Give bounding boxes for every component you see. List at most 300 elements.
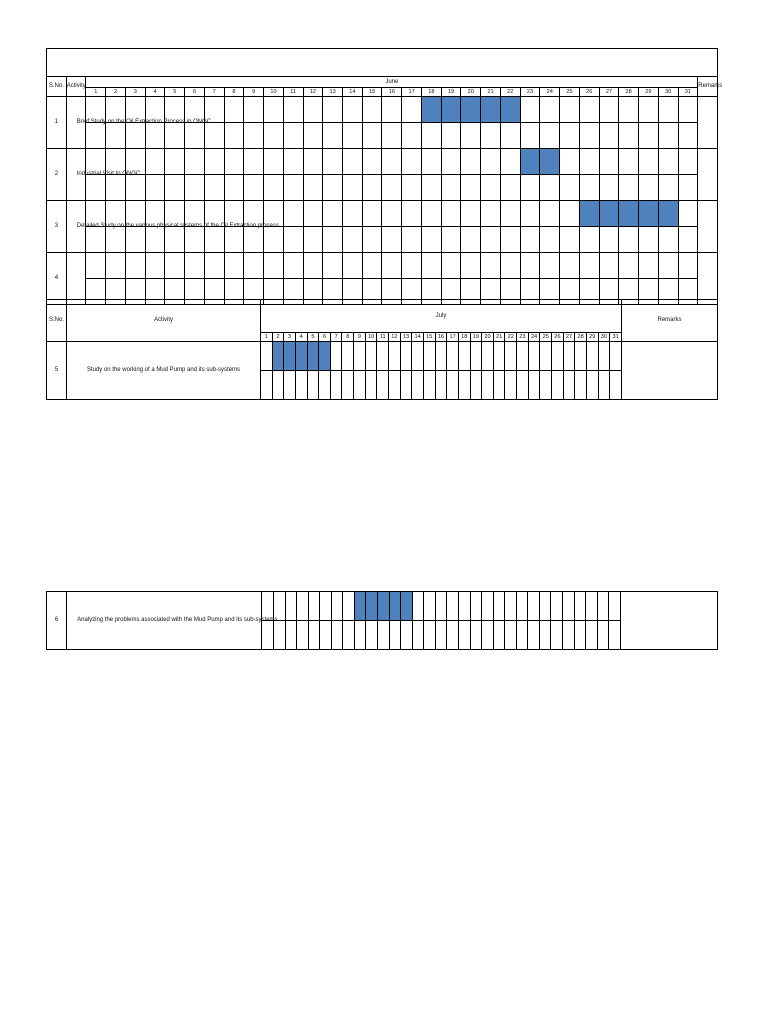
day-number: 12	[389, 333, 401, 342]
gantt-cell	[382, 149, 402, 175]
day-number: 4	[295, 333, 307, 342]
day-number: 6	[185, 88, 205, 97]
gantt-cell	[273, 621, 285, 650]
gantt-bar-cell	[619, 201, 639, 227]
gantt-cell	[264, 97, 284, 123]
gantt-cell	[400, 342, 412, 371]
gantt-cell	[204, 175, 224, 201]
gantt-cell	[574, 621, 586, 650]
gantt-cell	[423, 342, 435, 371]
gantt-cell	[285, 592, 297, 621]
gantt-cell	[224, 123, 244, 149]
july-schedule-table	[46, 299, 718, 400]
gantt-cell	[382, 227, 402, 253]
row-activity	[67, 342, 261, 400]
gantt-cell	[264, 253, 284, 279]
gantt-cell	[458, 342, 470, 371]
gantt-cell	[575, 371, 587, 400]
gantt-cell	[402, 227, 422, 253]
gantt-cell	[579, 97, 599, 123]
gantt-cell	[516, 621, 528, 650]
gantt-bar-cell	[500, 97, 520, 123]
gantt-cell	[540, 97, 560, 123]
day-number: 26	[579, 88, 599, 97]
gantt-cell	[493, 592, 505, 621]
gantt-cell	[261, 342, 273, 371]
row-sno: 5	[47, 342, 67, 400]
gantt-cell	[421, 201, 441, 227]
gantt-cell	[244, 123, 264, 149]
header-month: June	[86, 77, 698, 88]
gantt-cell	[421, 227, 441, 253]
gantt-cell	[165, 123, 185, 149]
gantt-cell	[185, 227, 205, 253]
gantt-cell	[639, 175, 659, 201]
gantt-cell	[402, 253, 422, 279]
gantt-cell	[516, 592, 528, 621]
row-activity	[66, 253, 86, 305]
gantt-cell	[412, 371, 424, 400]
gantt-cell	[619, 123, 639, 149]
gantt-cell	[441, 175, 461, 201]
gantt-cell	[283, 97, 303, 123]
june-schedule-block	[46, 48, 723, 305]
gantt-cell	[319, 371, 331, 400]
gantt-cell	[323, 123, 343, 149]
gantt-cell	[264, 175, 284, 201]
gantt-bar-cell	[481, 97, 501, 123]
gantt-cell	[586, 592, 598, 621]
gantt-cell	[331, 621, 343, 650]
day-number: 21	[481, 88, 501, 97]
gantt-cell	[481, 149, 501, 175]
gantt-cell	[481, 123, 501, 149]
gantt-cell	[435, 621, 447, 650]
gantt-cell	[461, 227, 481, 253]
gantt-cell	[441, 123, 461, 149]
day-number: 24	[528, 333, 540, 342]
gantt-cell	[342, 342, 354, 371]
gantt-cell	[402, 201, 422, 227]
gantt-cell	[579, 123, 599, 149]
gantt-cell	[639, 227, 659, 253]
gantt-cell	[343, 227, 363, 253]
gantt-bar-cell	[639, 201, 659, 227]
gantt-cell	[563, 592, 575, 621]
gantt-cell	[400, 371, 412, 400]
gantt-cell	[362, 175, 382, 201]
gantt-cell	[261, 371, 273, 400]
day-number: 16	[382, 88, 402, 97]
day-number: 10	[365, 333, 377, 342]
day-number: 21	[493, 333, 505, 342]
gantt-cell	[145, 123, 165, 149]
gantt-cell	[362, 201, 382, 227]
gantt-cell	[320, 592, 332, 621]
gantt-cell	[461, 123, 481, 149]
gantt-cell	[552, 342, 564, 371]
gantt-cell	[283, 149, 303, 175]
gantt-bar-cell	[366, 592, 378, 621]
gantt-cell	[517, 342, 529, 371]
gantt-cell	[244, 227, 264, 253]
day-number: 18	[421, 88, 441, 97]
gantt-cell	[382, 123, 402, 149]
gantt-bar-cell	[354, 592, 366, 621]
day-number: 17	[402, 88, 422, 97]
gantt-cell	[517, 371, 529, 400]
gantt-bar-cell	[599, 201, 619, 227]
gantt-cell	[145, 227, 165, 253]
gantt-cell	[540, 227, 560, 253]
gantt-cell	[540, 253, 560, 279]
gantt-cell	[303, 253, 323, 279]
gantt-cell	[204, 253, 224, 279]
header-sno: S.No.	[47, 77, 67, 97]
gantt-cell	[619, 253, 639, 279]
gantt-cell	[204, 123, 224, 149]
gantt-cell	[362, 97, 382, 123]
gantt-cell	[412, 621, 424, 650]
gantt-cell	[283, 253, 303, 279]
gantt-cell	[563, 621, 575, 650]
gantt-cell	[244, 175, 264, 201]
gantt-cell	[470, 371, 482, 400]
gantt-cell	[599, 97, 619, 123]
gantt-cell	[365, 342, 377, 371]
gantt-cell	[303, 97, 323, 123]
gantt-cell	[424, 621, 436, 650]
gantt-cell	[382, 175, 402, 201]
gantt-cell	[125, 123, 145, 149]
gantt-cell	[610, 371, 622, 400]
gantt-cell	[579, 149, 599, 175]
gantt-bar-cell	[284, 342, 296, 371]
gantt-bar-cell	[389, 592, 401, 621]
gantt-cell	[481, 175, 501, 201]
day-number: 22	[505, 333, 517, 342]
gantt-cell	[619, 227, 639, 253]
gantt-cell	[185, 175, 205, 201]
gantt-cell	[264, 123, 284, 149]
gantt-cell	[244, 253, 264, 279]
gantt-cell	[540, 342, 552, 371]
gantt-cell	[402, 97, 422, 123]
gantt-bar-cell	[540, 149, 560, 175]
gantt-cell	[528, 371, 540, 400]
gantt-cell	[323, 175, 343, 201]
gantt-cell	[520, 123, 540, 149]
gantt-cell	[482, 592, 494, 621]
gantt-cell	[402, 123, 422, 149]
row-remarks	[622, 342, 718, 400]
gantt-cell	[165, 253, 185, 279]
gantt-cell	[323, 227, 343, 253]
day-number: 9	[354, 333, 366, 342]
gantt-cell	[563, 371, 575, 400]
day-number: 8	[224, 88, 244, 97]
gantt-cell	[482, 342, 494, 371]
gantt-cell	[551, 621, 563, 650]
row-activity-text: Analyzing the problems associated with the Mud Pump and its sub-systems	[77, 617, 278, 623]
gantt-cell	[421, 253, 441, 279]
gantt-cell	[678, 253, 698, 279]
day-number: 28	[575, 333, 587, 342]
gantt-cell	[658, 253, 678, 279]
gantt-cell	[441, 227, 461, 253]
gantt-cell	[423, 371, 435, 400]
gantt-cell	[366, 621, 378, 650]
gantt-cell	[441, 201, 461, 227]
day-number: 6	[319, 333, 331, 342]
gantt-cell	[619, 175, 639, 201]
gantt-cell	[323, 201, 343, 227]
table-title-cell	[47, 49, 718, 77]
gantt-cell	[470, 621, 482, 650]
gantt-cell	[520, 97, 540, 123]
row-activity-text: Industrial Visit to ONGC	[76, 171, 141, 177]
gantt-cell	[185, 253, 205, 279]
day-number: 30	[658, 88, 678, 97]
gantt-cell	[224, 175, 244, 201]
gantt-cell	[283, 201, 303, 227]
gantt-cell	[560, 227, 580, 253]
day-number: 3	[125, 88, 145, 97]
gantt-cell	[539, 621, 551, 650]
gantt-cell	[560, 253, 580, 279]
gantt-cell	[307, 371, 319, 400]
gantt-cell	[586, 621, 598, 650]
gantt-cell	[165, 227, 185, 253]
day-number: 1	[86, 88, 106, 97]
gantt-cell	[285, 621, 297, 650]
header-activity: Activity	[67, 300, 261, 342]
gantt-cell	[639, 149, 659, 175]
gantt-bar-cell	[421, 97, 441, 123]
gantt-cell	[421, 175, 441, 201]
gantt-cell	[610, 342, 622, 371]
july-continuation-block	[46, 591, 718, 650]
gantt-cell	[482, 371, 494, 400]
day-number: 31	[678, 88, 698, 97]
gantt-cell	[586, 371, 598, 400]
gantt-cell	[458, 621, 470, 650]
gantt-cell	[354, 621, 366, 650]
gantt-cell	[599, 149, 619, 175]
gantt-cell	[470, 592, 482, 621]
gantt-cell	[343, 97, 363, 123]
gantt-cell	[297, 592, 309, 621]
gantt-cell	[678, 149, 698, 175]
gantt-cell	[658, 175, 678, 201]
row-remarks	[620, 592, 717, 650]
day-number: 29	[639, 88, 659, 97]
gantt-cell	[389, 371, 401, 400]
gantt-cell	[264, 227, 284, 253]
gantt-cell	[106, 123, 126, 149]
gantt-cell	[145, 253, 165, 279]
row-sno: 1	[47, 97, 67, 149]
header-sno: S.No.	[47, 300, 67, 342]
row-activity-text: Study on the working of a Mud Pump and its sub-systems	[86, 367, 241, 373]
gantt-cell	[658, 227, 678, 253]
gantt-cell	[272, 371, 284, 400]
gantt-cell	[331, 592, 343, 621]
gantt-cell	[500, 175, 520, 201]
gantt-cell	[303, 149, 323, 175]
gantt-cell	[389, 621, 401, 650]
gantt-cell	[560, 175, 580, 201]
gantt-cell	[552, 371, 564, 400]
gantt-cell	[540, 371, 552, 400]
gantt-cell	[481, 201, 501, 227]
gantt-bar-cell	[461, 97, 481, 123]
day-number: 27	[563, 333, 575, 342]
gantt-cell	[303, 123, 323, 149]
gantt-cell	[560, 123, 580, 149]
gantt-cell	[283, 175, 303, 201]
row-activity-text: Detailed Study on the various physical systems of the Oil Extraction process	[76, 223, 279, 229]
row-remarks	[698, 149, 718, 201]
day-number: 27	[599, 88, 619, 97]
gantt-cell	[598, 371, 610, 400]
table-row	[47, 342, 718, 371]
gantt-cell	[520, 253, 540, 279]
gantt-cell	[597, 592, 609, 621]
gantt-cell	[505, 371, 517, 400]
gantt-cell	[86, 175, 106, 201]
row-activity	[66, 149, 141, 201]
gantt-cell	[421, 123, 441, 149]
gantt-cell	[458, 592, 470, 621]
gantt-bar-cell	[520, 149, 540, 175]
gantt-bar-cell	[441, 97, 461, 123]
gantt-cell	[343, 253, 363, 279]
gantt-bar-cell	[579, 201, 599, 227]
day-number: 30	[598, 333, 610, 342]
gantt-cell	[283, 123, 303, 149]
gantt-cell	[343, 621, 355, 650]
gantt-bar-cell	[378, 592, 390, 621]
day-number: 24	[540, 88, 560, 97]
gantt-cell	[362, 123, 382, 149]
header-remarks: Remarks	[698, 77, 718, 97]
day-number: 12	[303, 88, 323, 97]
gantt-cell	[377, 342, 389, 371]
row-sno: 2	[47, 149, 67, 201]
gantt-cell	[224, 97, 244, 123]
day-number: 10	[264, 88, 284, 97]
gantt-cell	[224, 253, 244, 279]
gantt-cell	[678, 175, 698, 201]
gantt-cell	[412, 592, 424, 621]
gantt-cell	[106, 253, 126, 279]
gantt-bar-cell	[295, 342, 307, 371]
gantt-cell	[520, 227, 540, 253]
gantt-cell	[481, 253, 501, 279]
gantt-cell	[185, 149, 205, 175]
gantt-cell	[493, 621, 505, 650]
gantt-cell	[308, 621, 320, 650]
gantt-cell	[165, 175, 185, 201]
gantt-cell	[500, 253, 520, 279]
gantt-cell	[402, 175, 422, 201]
gantt-cell	[125, 227, 145, 253]
gantt-cell	[447, 371, 459, 400]
gantt-cell	[579, 175, 599, 201]
gantt-cell	[447, 342, 459, 371]
gantt-cell	[639, 123, 659, 149]
gantt-cell	[382, 201, 402, 227]
gantt-bar-cell	[307, 342, 319, 371]
gantt-cell	[597, 621, 609, 650]
row-activity-text: Brief Study on the Oil Extraction Process in ONGC	[76, 119, 212, 125]
gantt-cell	[658, 97, 678, 123]
gantt-cell	[500, 149, 520, 175]
gantt-cell	[354, 342, 366, 371]
gantt-cell	[500, 227, 520, 253]
gantt-cell	[598, 342, 610, 371]
gantt-cell	[493, 371, 505, 400]
gantt-cell	[540, 123, 560, 149]
gantt-cell	[579, 227, 599, 253]
gantt-bar-cell	[658, 201, 678, 227]
gantt-cell	[563, 342, 575, 371]
table-row	[47, 592, 718, 621]
gantt-cell	[421, 149, 441, 175]
day-number: 20	[482, 333, 494, 342]
gantt-cell	[435, 592, 447, 621]
day-number: 14	[412, 333, 424, 342]
day-number: 1	[261, 333, 273, 342]
day-number: 8	[342, 333, 354, 342]
gantt-cell	[401, 621, 413, 650]
gantt-cell	[125, 175, 145, 201]
row-sno: 6	[47, 592, 67, 650]
day-number: 14	[343, 88, 363, 97]
gantt-cell	[320, 621, 332, 650]
gantt-cell	[323, 253, 343, 279]
gantt-cell	[579, 253, 599, 279]
day-number: 16	[435, 333, 447, 342]
gantt-cell	[204, 227, 224, 253]
gantt-cell	[330, 342, 342, 371]
gantt-cell	[295, 371, 307, 400]
gantt-cell	[551, 592, 563, 621]
day-number: 15	[362, 88, 382, 97]
gantt-bar-cell	[272, 342, 284, 371]
day-number: 7	[330, 333, 342, 342]
gantt-cell	[303, 201, 323, 227]
gantt-cell	[224, 227, 244, 253]
gantt-cell	[441, 253, 461, 279]
gantt-cell	[470, 342, 482, 371]
day-number: 3	[284, 333, 296, 342]
gantt-cell	[303, 175, 323, 201]
gantt-cell	[323, 97, 343, 123]
gantt-cell	[389, 342, 401, 371]
day-number: 26	[552, 333, 564, 342]
gantt-cell	[362, 227, 382, 253]
gantt-cell	[330, 371, 342, 400]
gantt-cell	[441, 149, 461, 175]
gantt-cell	[165, 149, 185, 175]
row-remarks	[698, 201, 718, 253]
gantt-cell	[575, 342, 587, 371]
july-schedule-block	[46, 299, 718, 400]
day-number: 23	[517, 333, 529, 342]
gantt-cell	[528, 342, 540, 371]
